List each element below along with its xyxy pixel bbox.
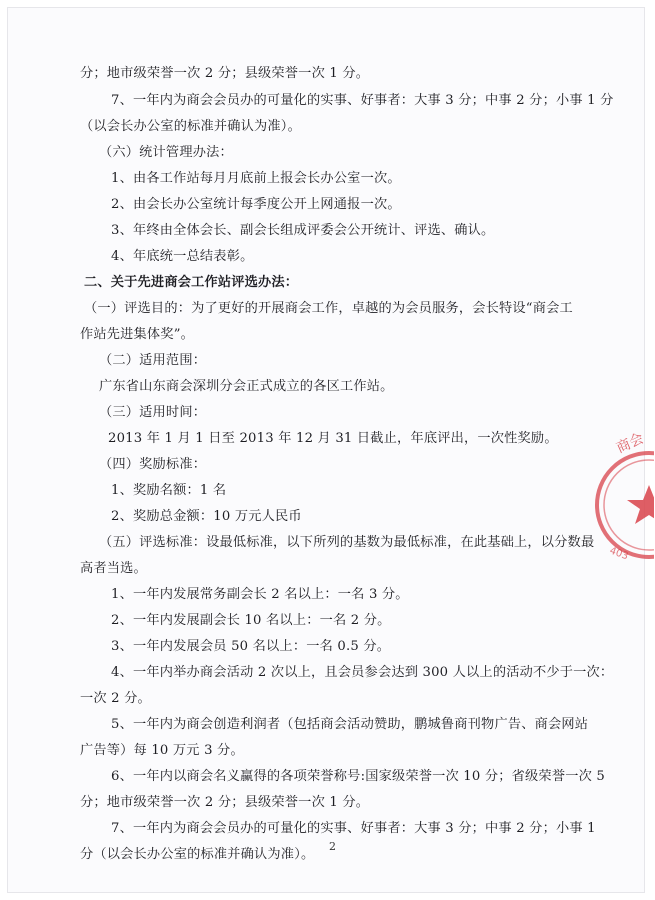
page-number: 2 bbox=[329, 840, 336, 853]
text-line: 一次 2 分。 bbox=[80, 691, 151, 706]
text-line: 1、由各工作站每月月底前上报会长办公室一次。 bbox=[111, 171, 401, 186]
text-line: 6、一年内以商会名义赢得的各项荣誉称号:国家级荣誉一次 10 分；省级荣誉一次 5 bbox=[111, 769, 605, 784]
section-heading: （三）适用时间： bbox=[99, 405, 207, 420]
section-heading: （四）奖励标准： bbox=[99, 457, 207, 472]
text-line: 分；地市级荣誉一次 2 分；县级荣誉一次 1 分。 bbox=[80, 66, 370, 81]
text-line: 广东省山东商会深圳分会正式成立的各区工作站。 bbox=[99, 379, 394, 394]
seal-text: 商会 bbox=[614, 430, 647, 457]
text-line: 4、年底统一总结表彰。 bbox=[111, 249, 254, 264]
section-heading: （六）统计管理办法： bbox=[99, 145, 233, 160]
text-line: 2、奖励总金额：10 万元人民币 bbox=[111, 509, 302, 524]
seal-graphic bbox=[594, 425, 654, 585]
text-line: （以会长办公室的标准并确认为准）。 bbox=[80, 119, 301, 134]
text-line: 7、一年内为商会会员办的可量化的实事、好事者：大事 3 分；中事 2 分；小事 1 分 bbox=[111, 93, 614, 108]
text-line: 7、一年内为商会会员办的可量化的实事、好事者：大事 3 分；中事 2 分；小事 1 bbox=[111, 821, 596, 836]
text-line: 2013 年 1 月 1 日至 2013 年 12 月 31 日截止，年底评出，一次性奖励。 bbox=[108, 431, 558, 446]
seal-number: 403 bbox=[607, 545, 630, 563]
text-line: 3、年终由全体会长、副会长组成评委会公开统计、评选、确认。 bbox=[111, 223, 495, 238]
text-line: （一）评选目的：为了更好的开展商会工作，卓越的为会员服务，会长特设“商会工 bbox=[84, 301, 573, 316]
company-seal-icon bbox=[594, 425, 654, 585]
text-line: （五）评选标准：设最低标准，以下所列的基数为最低标准，在此基础上，以分数最 bbox=[99, 535, 595, 550]
text-line: 分；地市级荣誉一次 2 分；县级荣誉一次 1 分。 bbox=[80, 795, 370, 810]
text-line: 高者当选。 bbox=[80, 561, 147, 576]
text-line: 2、由会长办公室统计每季度公开上网通报一次。 bbox=[111, 197, 401, 212]
text-line: 1、一年内发展常务副会长 2 名以上：一名 3 分。 bbox=[111, 587, 409, 602]
text-line: 作站先进集体奖”。 bbox=[80, 327, 195, 342]
text-line: 3、一年内发展会员 50 名以上：一名 0.5 分。 bbox=[111, 639, 391, 654]
section-heading: （二）适用范围： bbox=[99, 353, 207, 368]
text-line: 广告等）每 10 万元 3 分。 bbox=[80, 743, 244, 758]
document-page bbox=[8, 8, 647, 892]
text-line: 5、一年内为商会创造利润者（包括商会活动赞助，鹏城鲁商刊物广告、商会网站 bbox=[111, 717, 589, 732]
main-heading: 二、关于先进商会工作站评选办法： bbox=[84, 275, 299, 290]
text-line: 1、奖励名额：1 名 bbox=[111, 483, 227, 498]
document-body bbox=[8, 8, 647, 892]
text-line: 分（以会长办公室的标准并确认为准）。 bbox=[80, 847, 315, 862]
text-line: 2、一年内发展副会长 10 名以上：一名 2 分。 bbox=[111, 613, 391, 628]
text-line: 4、一年内举办商会活动 2 次以上，且会员参会达到 300 人以上的活动不少于一次： bbox=[111, 665, 614, 680]
